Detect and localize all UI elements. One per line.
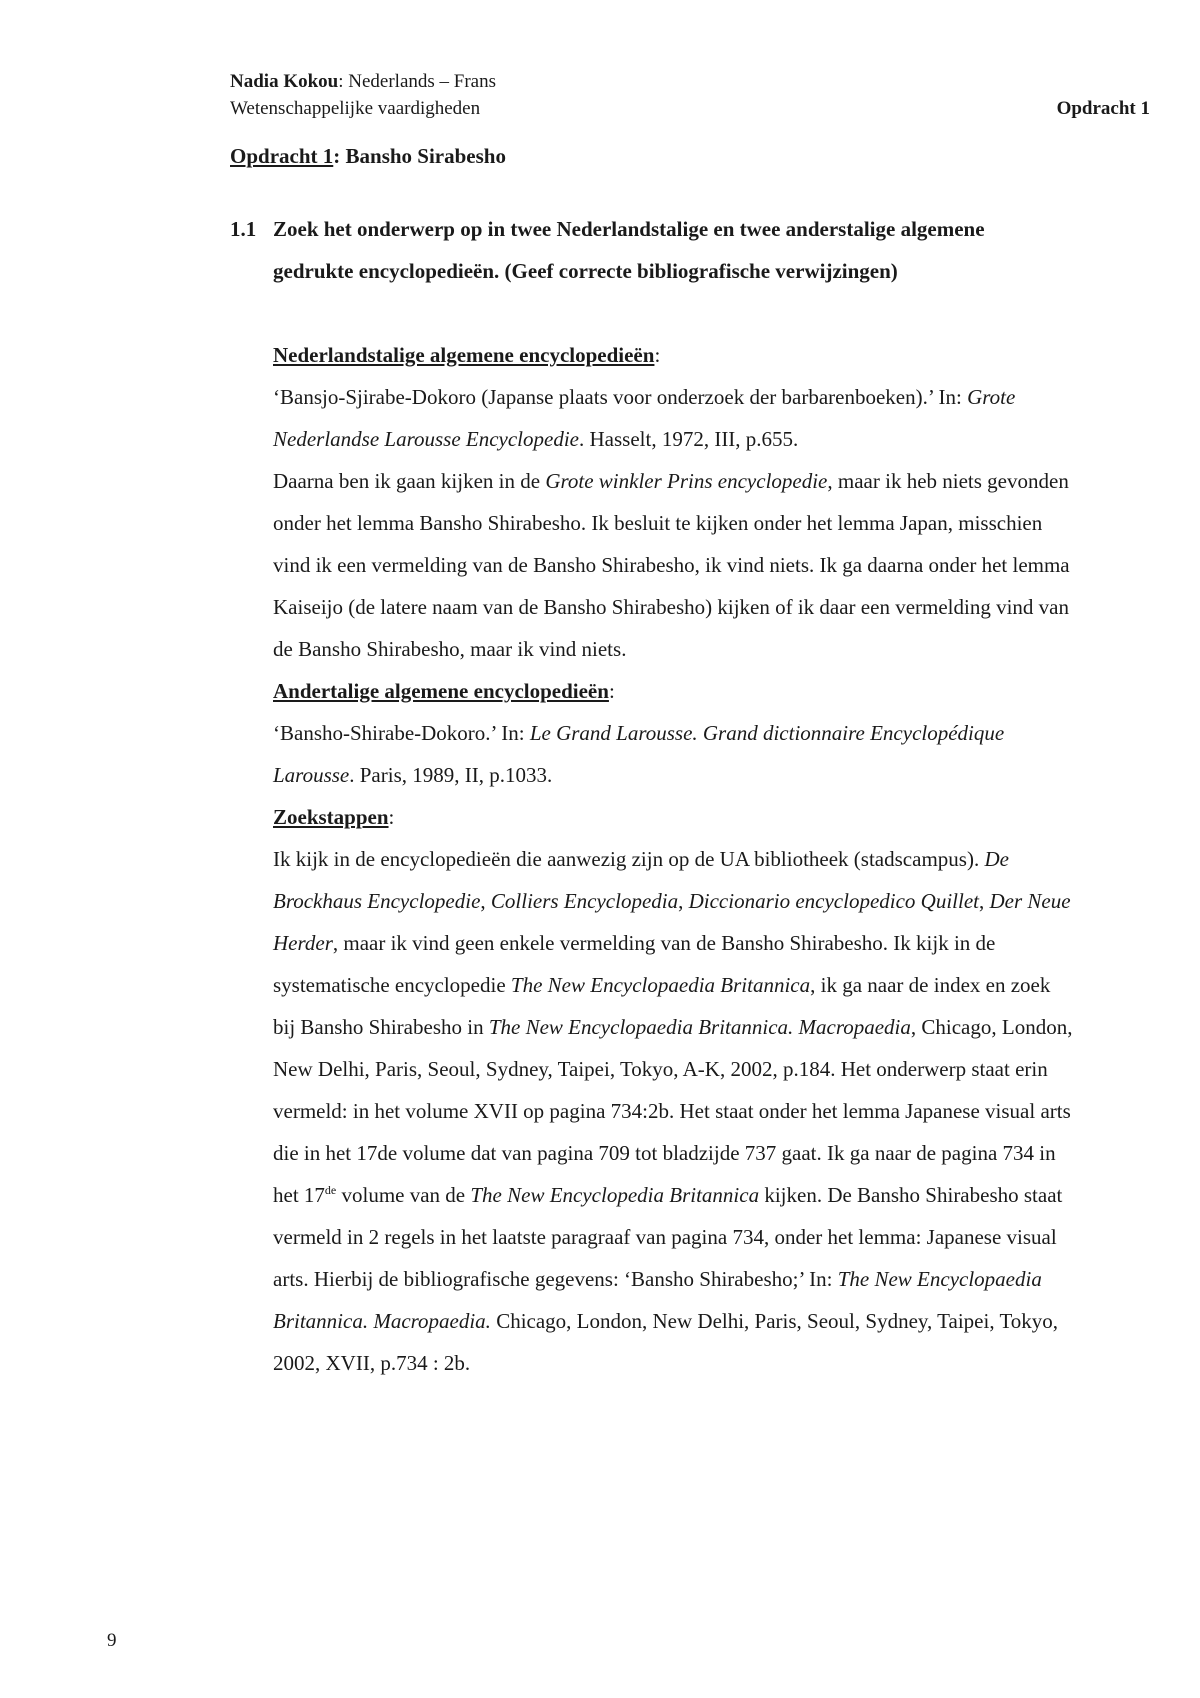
- header-author-line: [230, 68, 496, 95]
- header-course-lang: : Nederlands – Frans: [338, 71, 497, 92]
- steps-i7: The New Encyclopedia Britannica: [470, 1183, 760, 1207]
- steps-t7: , Chicago, London, New Delhi, Paris, Seoul, Sydney, Taipei, Tokyo, A-K, 2002, p.184. Het onderwerp staat erin vermeld: in het volume XVII op pagina 734:2b. Het staat onder het lemma Japanese visual arts die in het 17de volume dat van pagina 709 tot bladzijde 737 gaat. Ik ga naar de pagina 734 in het 17: [273, 1015, 1073, 1207]
- header-row-2: [230, 95, 1150, 122]
- steps-t4: ,: [979, 889, 990, 913]
- nl-ref-title: Grote Nederlandse Larousse Encyclopedie: [273, 385, 1016, 451]
- section-nl-reference: [273, 376, 1073, 460]
- section-steps-heading: Zoekstappen: [273, 805, 389, 829]
- steps-t5: , maar ik vind geen enkele vermelding van de Bansho Shirabesho. Ik kijk in de systematische encyclopedie: [273, 931, 996, 997]
- section-other-heading-line: [273, 670, 1073, 712]
- steps-i2: Colliers Encyclopedia: [490, 889, 679, 913]
- section-steps-heading-line: [273, 796, 1073, 838]
- section-nl-paragraph: [273, 460, 1073, 670]
- page-number: 9: [107, 1630, 117, 1651]
- section-other-heading: Andertalige algemene encyclopedieën: [273, 679, 609, 703]
- steps-t6: , ik ga naar de index en zoek bij Bansho Shirabesho in: [273, 973, 1051, 1039]
- steps-t3: ,: [678, 889, 689, 913]
- steps-t1: Ik kijk in de encyclopedieën die aanwezig zijn op de UA bibliotheek (stadscampus).: [273, 847, 985, 871]
- question-1-1: [230, 208, 1070, 292]
- section-nl-colon: :: [654, 343, 661, 367]
- steps-i1: De Brockhaus Encyclopedie: [273, 847, 1009, 913]
- section-nl-heading: Nederlandstalige algemene encyclopedieën: [273, 343, 655, 367]
- header-row-1: [230, 68, 1150, 95]
- other-ref-rest: . Paris, 1989, II, p.1033.: [349, 763, 553, 787]
- section-other-colon: :: [608, 679, 615, 703]
- steps-t2: ,: [480, 889, 491, 913]
- steps-t8: volume van de: [336, 1183, 471, 1207]
- nl-ref-rest: . Hasselt, 1972, III, p.655.: [579, 427, 799, 451]
- nl-ref-quote: ‘Bansjo-Sjirabe-Dokoro (Japanse plaats voor onderzoek der barbarenboeken).’: [273, 385, 934, 409]
- steps-i3: Diccionario encyclopedico Quillet: [688, 889, 980, 913]
- steps-i6: The New Encyclopaedia Britannica. Macropaedia: [488, 1015, 911, 1039]
- steps-i8: The New Encyclopaedia Britannica. Macropaedia.: [273, 1267, 1042, 1333]
- steps-sup: de: [324, 1183, 337, 1197]
- nl-ref-in: In:: [938, 385, 968, 409]
- header-author: Nadia Kokou: [230, 71, 339, 92]
- title-label: Opdracht 1: [230, 144, 334, 168]
- steps-i4: Der Neue Herder: [273, 889, 1071, 955]
- header-assignment: Opdracht 1: [1056, 98, 1150, 119]
- section-nl-heading-line: [273, 334, 1073, 376]
- question-number: 1.1: [230, 217, 257, 241]
- question-text: Zoek het onderwerp op in twee Nederlandstalige en twee anderstalige algemene gedrukte encyclopedieën. (Geef correcte bibliografische verwijzingen): [273, 217, 985, 283]
- section-other-reference: [273, 712, 1073, 796]
- page-title: [230, 144, 506, 169]
- page-header: [230, 68, 1150, 122]
- nl-p2-b: , maar ik heb niets gevonden onder het lemma Bansho Shirabesho. Ik besluit te kijken onder het lemma Japan, misschien vind ik een vermelding van de Bansho Shirabesho, ik vind niets. Ik ga daarna onder het lemma Kaiseijo (de latere naam van de Bansho Shirabesho) kijken of ik daar een vermelding vind van de Bansho Shirabesho, maar ik vind niets.: [273, 469, 1070, 661]
- answer-body: [273, 334, 1073, 1384]
- nl-p2-a: Daarna ben ik gaan kijken in de: [273, 469, 546, 493]
- nl-p2-title: Grote winkler Prins encyclopedie: [545, 469, 828, 493]
- steps-t9: kijken. De Bansho Shirabesho staat vermeld in 2 regels in het laatste paragraaf van pagina 734, onder het lemma: Japanese visual arts. Hierbij de bibliografische gegevens: ‘Bansho Shirabesho;’ In:: [273, 1183, 1063, 1291]
- steps-i5: The New Encyclopaedia Britannica: [510, 973, 811, 997]
- header-subject: Wetenschappelijke vaardigheden: [230, 98, 481, 119]
- section-steps-paragraph: [273, 838, 1073, 1384]
- title-rest: : Bansho Sirabesho: [333, 144, 506, 168]
- other-ref-title: Le Grand Larousse. Grand dictionnaire Encyclopédique Larousse: [273, 721, 1005, 787]
- steps-t10: Chicago, London, New Delhi, Paris, Seoul, Sydney, Taipei, Tokyo, 2002, XVII, p.734 : 2b.: [273, 1309, 1059, 1375]
- section-steps-colon: :: [388, 805, 395, 829]
- other-ref-a: ‘Bansho-Shirabe-Dokoro.’ In:: [273, 721, 530, 745]
